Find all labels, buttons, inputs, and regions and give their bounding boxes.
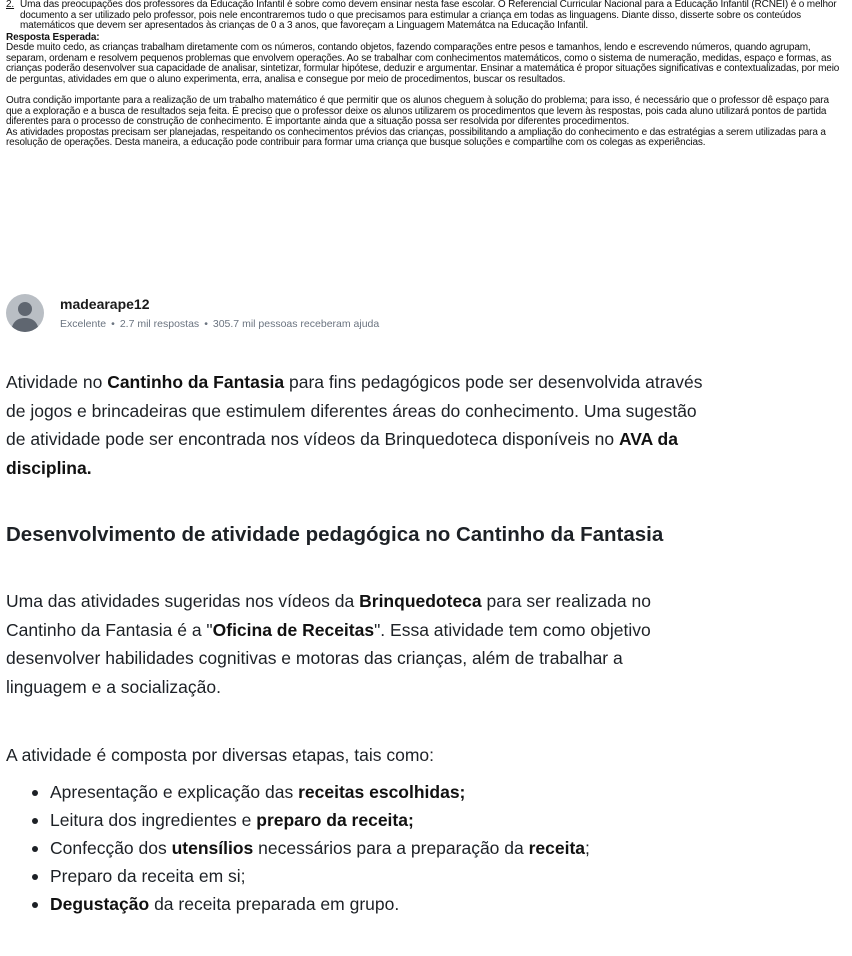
answer-heading: Desenvolvimento de atividade pedagógica no Cantinho da Fantasia [6, 523, 664, 546]
answer-text: para ser realizada no Cantinho da Fantasia é a " [6, 591, 651, 640]
author-helped-count: 305.7 mil pessoas receberam ajuda [212, 317, 380, 330]
answer-text: A atividade é composta por diversas etapas, tais como: [6, 745, 435, 765]
activity-steps-list [6, 778, 590, 918]
separator-dot: • [204, 317, 208, 330]
step-bold-text: Degustação [50, 894, 150, 914]
step-text: ; [585, 838, 590, 858]
author-name[interactable]: madearape12 [60, 295, 150, 312]
answer-paragraph-2 [6, 587, 706, 701]
answer-text: Uma das atividades sugeridas nos vídeos da [6, 591, 360, 611]
step-text: Apresentação e explicação das [50, 782, 299, 802]
answer-paragraph-3 [6, 741, 836, 770]
answer-bold-text: AVA da disciplina. [6, 429, 678, 478]
question-block [6, 0, 842, 32]
expected-answer-paragraph-2: Outra condição importante para a realização de um trabalho matemático é que permitir que os alunos cheguem à solução do problema; para isso, é necessário que o professor dê espaço para que a exploração e a busca de resultados seja feita. É preciso que o professor deixe os alunos utilizarem os procedimentos que levem às respostas, pois cada aluno utilizará pontos de partida diferentes para o processo de construção de conhecimento. É importante ainda que a situação possa ser resolvida por diferentes procedimentos. [6, 95, 829, 127]
user-silhouette-icon [6, 294, 44, 332]
step-text: necessários para a preparação da [253, 838, 529, 858]
expected-answer-paragraph-1: Desde muito cedo, as crianças trabalham diretamente com os números, contando objetos, fazendo comparações entre pesos e tamanhos, lendo e escrevendo números, quando agrupam, separam, ordenam e resolvem pequenos problemas que envolvem operações. Ao se trabalhar com conhecimentos matemáticos, como o sistema de numeração, medidas, espaço e formas, as crianças poderão desenvolver sua capacidade de analisar, sintetizar, formular hipótese, deduzir e argumentar. Ensinar a matemática é propor situações significativas e contextualizadas, por meio de perguntas, atividades em que o aluno experimenta, erra, analisa e consegue por meio de procedimentos, buscar os resultados. [6, 42, 840, 85]
list-item [6, 778, 590, 806]
answer-text: ". Essa atividade tem como objetivo desenvolver habilidades cognitivas e motoras das crianças, além de trabalhar a linguagem e a socialização. [6, 619, 651, 697]
step-text: da receita preparada em grupo. [149, 894, 400, 914]
list-item [6, 890, 590, 918]
question-document [6, 0, 842, 149]
avatar[interactable] [6, 294, 44, 332]
expected-answer-title: Resposta Esperada: [6, 31, 100, 43]
answer-paragraph-1 [6, 368, 706, 482]
author-answers-count: 2.7 mil respostas [119, 317, 200, 330]
step-text: Preparo da receita em si; [50, 866, 246, 886]
answer-text: Atividade no [6, 372, 108, 392]
answer-text: para fins pedagógicos pode ser desenvolvida através de jogos e brincadeiras que estimulem diferentes áreas do conhecimento. Uma sugestão de atividade pode ser encontrada nos vídeos da Brinquedoteca disponíveis no [6, 372, 703, 449]
step-bold-text: receita [528, 838, 586, 858]
step-text: Leitura dos ingredientes e [50, 810, 257, 830]
author-rank: Excelente [60, 317, 107, 330]
step-text: Confecção dos [50, 838, 172, 858]
separator-dot: • [111, 317, 115, 330]
expected-answer-paragraph-3: As atividades propostas precisam ser planejadas, respeitando os conhecimentos prévios das crianças, possibilitando a ampliação do conhecimento e das estratégias a serem utilizadas para a resolução de operações. Desta maneira, a educação pode contribuir para formar uma criança que busque soluções e compartilhe com os colegas as experiências. [6, 126, 826, 148]
step-bold-text: receitas escolhidas; [298, 782, 466, 802]
step-bold-text: preparo da receita; [256, 810, 414, 830]
list-item [6, 834, 590, 862]
question-text: Uma das preocupações dos professores da Educação Infantil é sobre como devem ensinar nesta fase escolar. O Referencial Curricular Nacional para a Educação Infantil (RCNEI) é o melhor documento a ser utilizado pelo professor, pois nele encontraremos tudo o que precisamos para estimular a criança em todas as linguagens. Diante disso, disserte sobre os conteúdos matemáticos que devem ser apresentados às crianças de 0 a 3 anos, que favoreçam a Linguagem Matemátca na Educação Infantil. [20, 0, 837, 31]
answer-bold-text: Cantinho da Fantasia [107, 372, 285, 392]
author-info [60, 295, 379, 332]
answer-bold-text: Brinquedoteca [359, 591, 482, 611]
answer-author [6, 293, 379, 333]
list-item [6, 862, 590, 890]
question-number: 2. [6, 0, 15, 10]
answer-bold-text: Oficina de Receitas [212, 619, 375, 640]
list-item [6, 806, 590, 834]
step-bold-text: utensílios [171, 838, 254, 858]
author-stats [60, 316, 379, 332]
